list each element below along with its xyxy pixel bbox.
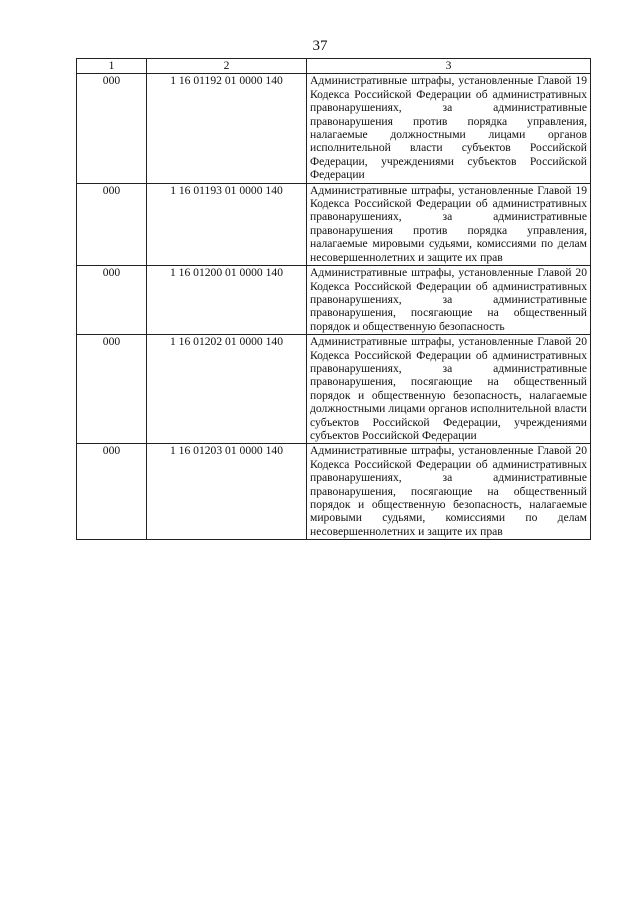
header-column-3: 3 — [307, 59, 591, 74]
header-column-1: 1 — [77, 59, 147, 74]
table-row — [77, 183, 591, 265]
table-row — [77, 266, 591, 335]
table-header-row — [77, 59, 591, 74]
admin-code-cell: 000 — [77, 444, 147, 540]
revenue-name-cell: Административные штрафы, установленные Главой 19 Кодекса Российской Федерации об административных правонарушениях, за административные правонарушения против порядка управления, налагаемые должностными лицами органов исполнительной власти субъектов Российской Федерации, учреждениями субъектов Российской Федерации — [307, 74, 591, 183]
kbk-code-cell: 1 16 01203 01 0000 140 — [147, 444, 307, 540]
kbk-code-cell: 1 16 01193 01 0000 140 — [147, 183, 307, 265]
admin-code-cell: 000 — [77, 74, 147, 183]
table-row — [77, 444, 591, 540]
revenue-name-cell: Административные штрафы, установленные Главой 19 Кодекса Российской Федерации об административных правонарушениях, за административные правонарушения против порядка управления, налагаемые мировыми судьями, комиссиями по делам несовершеннолетних и защите их прав — [307, 183, 591, 265]
kbk-code-cell: 1 16 01200 01 0000 140 — [147, 266, 307, 335]
revenue-name-cell: Административные штрафы, установленные Главой 20 Кодекса Российской Федерации об административных правонарушениях, за административные правонарушения, посягающие на общественный порядок и общественную безопасность, налагаемые должностными лицами органов исполнительной власти субъектов Российской Федерации, учреждениями субъектов Российской Федерации — [307, 335, 591, 444]
budget-codes-table — [76, 58, 591, 540]
revenue-name-cell: Административные штрафы, установленные Главой 20 Кодекса Российской Федерации об административных правонарушениях, за административные правонарушения, посягающие на общественный порядок и общественную безопасность, налагаемые мировыми судьями, комиссиями по делам несовершеннолетних и защите их прав — [307, 444, 591, 540]
table-row — [77, 74, 591, 183]
kbk-code-cell: 1 16 01192 01 0000 140 — [147, 74, 307, 183]
header-column-2: 2 — [147, 59, 307, 74]
revenue-name-cell: Административные штрафы, установленные Главой 20 Кодекса Российской Федерации об административных правонарушениях, за административные правонарушения, посягающие на общественный порядок и общественную безопасность — [307, 266, 591, 335]
admin-code-cell: 000 — [77, 266, 147, 335]
table-row — [77, 335, 591, 444]
admin-code-cell: 000 — [77, 183, 147, 265]
admin-code-cell: 000 — [77, 335, 147, 444]
page-number: 37 — [312, 38, 328, 54]
kbk-code-cell: 1 16 01202 01 0000 140 — [147, 335, 307, 444]
